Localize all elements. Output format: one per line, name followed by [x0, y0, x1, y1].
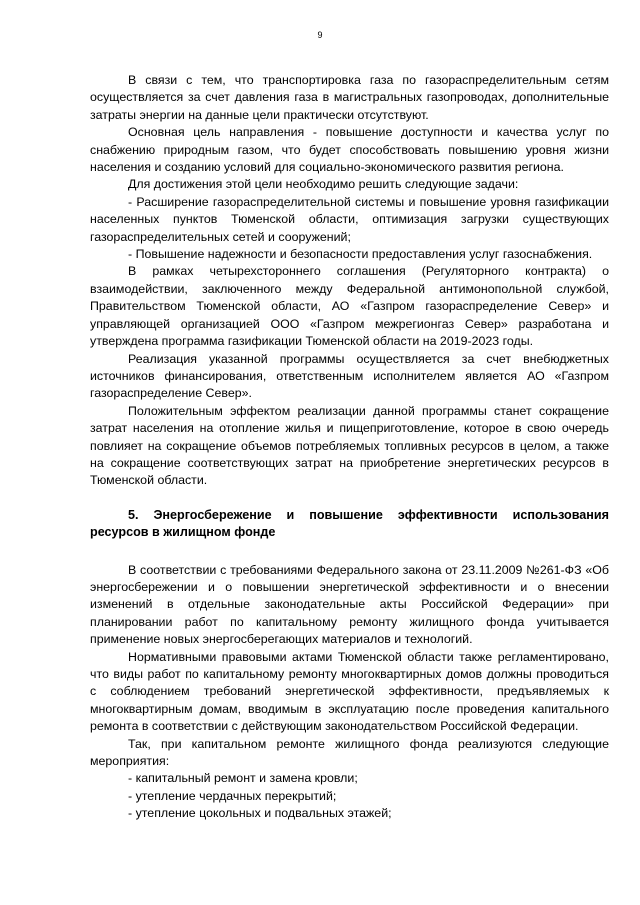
task-item: - Повышение надежности и безопасности предоставления услуг газоснабжения.: [128, 247, 593, 262]
paragraph: В соответствии с требованиями Федерального закона от 23.11.2009 №261-ФЗ «Об энергосбережении и о повышении энергетической эффективности и о внесении изменений в отдельные законодательные акты Российской Федерации» при планировании работ по капитальному ремонту жилищного фонда учитывается применение новых энергосберегающих материалов и технологий.: [90, 562, 609, 647]
paragraph: В связи с тем, что транспортировка газа по газораспределительным сетям осуществляется за счет давления газа в магистральных газопроводах, дополнительные затраты энергии на данные цели практически отсутствуют.: [90, 73, 609, 122]
paragraph: Так, при капитальном ремонте жилищного фонда реализуются следующие мероприятия:: [90, 736, 609, 769]
paragraph: В рамках четырехстороннего соглашения (Регуляторного контракта) о взаимодействии, заключенного между Федеральной антимонопольной службой, Правительством Тюменской области, АО «Газпром газораспределение Север» и управляющей организацией ООО «Газпром межрегионгаз Север» разработана и утверждена программа газификации Тюменской области на 2019-2023 годы.: [90, 264, 609, 349]
paragraph: Нормативными правовыми актами Тюменской области также регламентировано, что виды работ по капитальному ремонту многоквартирных домов должны проводиться с соблюдением требований энергетической эффективности, предъявляемых к многоквартирным домам, вводимым в эксплуатацию после проведения капитального ремонта в соответствии с действующим законодательством Российской Федерации.: [90, 649, 609, 734]
paragraph: Реализация указанной программы осуществляется за счет внебюджетных источников финансирования, ответственным исполнителем является АО «Газпром газораспределение Север».: [90, 351, 609, 401]
page-number: 9: [317, 30, 323, 40]
list-item: - утепление цокольных и подвальных этажей;: [128, 806, 392, 821]
paragraph: Положительным эффектом реализации данной программы станет сокращение затрат населения на отопление жилья и пищеприготовление, которое в свою очередь повлияет на сокращение объемов потребляемых топливных ресурсов в целом, а также на сокращение соответствующих затрат на приобретение энергетических ресурсов в Тюменской области.: [90, 403, 609, 488]
section-heading: 5. Энергосбережение и повышение эффективности использования ресурсов в жилищном фонде: [90, 507, 609, 540]
task-item: - Расширение газораспределительной системы и повышение уровня газификации населенных пунктов Тюменской области, оптимизация загрузки существующих газораспределительных сетей и сооружений;: [90, 194, 609, 244]
list-item: - утепление чердачных перекрытий;: [128, 788, 337, 803]
document-body: [90, 72, 609, 823]
list-item: - капитальный ремонт и замена кровли;: [128, 771, 358, 786]
paragraph: Для достижения этой цели необходимо решить следующие задачи:: [128, 177, 519, 192]
paragraph: Основная цель направления - повышение доступности и качества услуг по снабжению природным газом, что будет способствовать повышению уровня жизни населения и созданию условий для социально-экономического развития региона.: [90, 125, 609, 175]
